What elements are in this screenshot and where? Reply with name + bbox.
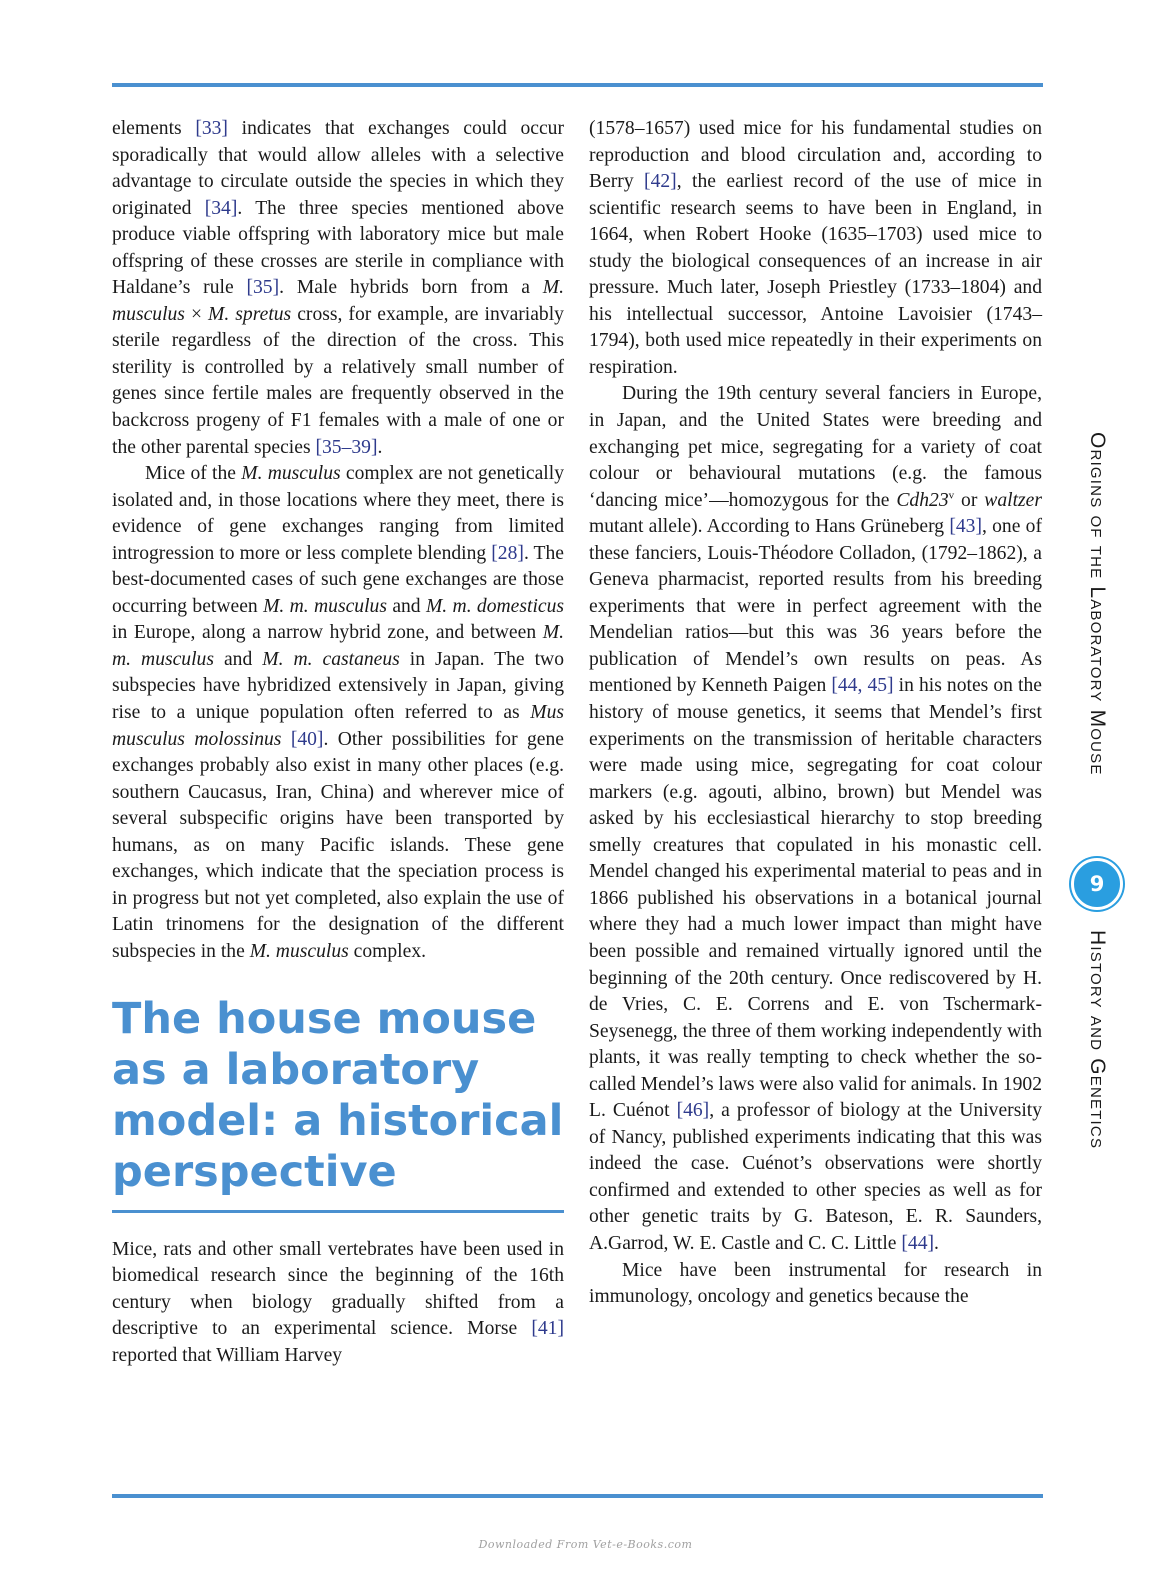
citation-link[interactable]: [35–39] [315, 436, 378, 458]
citation-link[interactable]: [41] [531, 1318, 564, 1340]
paragraph: During the 19th century several fanciers in Europe, in Japan, and the United States were breeding and exchanging pet mice, segregating for a variety of coat colour or behavioural mutations (e.g. the famous ‘dancing mice’—homozygous for the Cdh23$^v$ or waltzer mutant allele). According to Hans Grüneberg [43], one of these fanciers, Louis-Théodore Colladon, (1792–1862), a Geneva pharmacist, reported results from his breeding experiments that were in perfect agreement with the Mendelian ratios—but this was 36 years before the publication of Mendel’s own results on peas. As mentioned by Kenneth Paigen [44, 45] in his notes on the history of mouse genetics, it seems that Mendel’s first experiments on the transmission of heritable characters were made using mice, segregating for coat colour markers (e.g. agouti, albino, brown) but Mendel was asked by his ecclesiastical hierarchy to stop breeding smelly creatures that copulated in his monastic cell. Mendel changed his experimental material to peas and in 1866 published his observations in a botanical journal where they had a much lower impact than might have been possible and remained virtually ignored until the beginning of the 20th century. Once rediscovered by H. de Vries, C. E. Correns and E. von Tschermark-Seysenegg, the three of them working independently with plants, it was really tempting to check whether the so-called Mendel’s laws were also valid for animals. In 1902 L. Cuénot [46], a professor of biology at the University of Nancy, published experiments indicating that this was indeed the case. Cuénot’s observations were shortly confirmed and extended to other species as well as for other genetic traits by G. Bateson, E. R. Saunders, A.Garrod, W. E. Castle and C. C. Little [44]. [589, 383, 1043, 1254]
citation-link[interactable]: [42] [644, 171, 677, 193]
citation-link[interactable]: [44, 45] [831, 675, 894, 697]
citation-link[interactable]: [28] [491, 542, 524, 564]
citation-link[interactable]: [34] [204, 197, 238, 219]
bottom-rule [112, 1494, 1043, 1498]
left-column [112, 116, 564, 1369]
citation-link[interactable]: [43] [949, 516, 982, 538]
paragraph: Mice of the M. musculus complex are not genetically isolated and, in those locations where they meet, there is evidence of gene exchanges ranging from limited introgression to more or less complete blending [28]. The best-documented cases of such gene exchanges are those occurring between M. m. musculus and M. m. domesticus in Europe, along a narrow hybrid zone, and between M. m. musculus and M. m. castaneus in Japan. The two subspecies have hybridized extensively in Japan, giving rise to a unique population often referred to as Mus musculus molossinus [40]. Other possibilities for gene exchanges probably also exist in many other places (e.g. southern Caucasus, Iran, China) and wherever mice of several subspecific origins have been transported by humans, as on many Pacific islands. These gene exchanges, which indicate that the speciation process is in progress but not yet completed, also explain the use of Latin trinomens for the designation of the different subspecies in the M. musculus complex. [112, 463, 565, 962]
right-column [589, 116, 1042, 1311]
top-rule [112, 83, 1043, 87]
paragraph: Mice, rats and other small vertebrates have been used in biomedical research since the beginning of the 16th century when biology gradually shifted from a descriptive to an experimental science. Morse [41] reported that William Harvey [112, 1238, 564, 1366]
citation-link[interactable]: [33] [195, 118, 228, 139]
paragraph: elements [33] indicates that exchanges could occur sporadically that would allow alleles with a selective advantage to circulate outside the species in which they originated [34]. The three species mentioned above produce viable offspring with laboratory mice but male offspring of these crosses are sterile in compliance with Haldane’s rule [35]. Male hybrids born from a M. musculus × M. spretus cross, for example, are invariably sterile regardless of the direction of the cross. This sterility is controlled by a relatively small number of genes since fertile males are frequently observed in the backcross progeny of F1 females with a male of one or the other parental species [35–39]. [112, 118, 565, 458]
citation-link[interactable]: [35] [246, 277, 280, 299]
citation-link[interactable]: [46] [676, 1100, 710, 1122]
section-heading: The house mouse as a laboratory model: a historical perspective [112, 994, 564, 1213]
page-number-badge: 9 [1071, 858, 1123, 910]
paragraph: (1578–1657) used mice for his fundamental studies on reproduction and blood circulation and, according to Berry [42], the earliest record of the use of mice in scientific research seems to have been in England, in 1664, when Robert Hooke (1635–1703) used mice to study the biological consequences of an increase in air pressure. Much later, Joseph Priestley (1733–1804) and his intellectual successor, Antoine Lavoisier (1743–1794), both used mice repeatedly in their experiments on respiration. [589, 118, 1042, 378]
running-head-section: History and Genetics [1086, 930, 1109, 1150]
footer-watermark: Downloaded From Vet-e-Books.com [478, 1538, 693, 1551]
citation-link[interactable]: [40] [290, 728, 324, 750]
paragraph: Mice have been instrumental for research in immunology, oncology and genetics because the [589, 1259, 1042, 1308]
citation-link[interactable]: [44] [901, 1232, 935, 1254]
running-head-chapter: Origins of the Laboratory Mouse [1086, 432, 1109, 776]
